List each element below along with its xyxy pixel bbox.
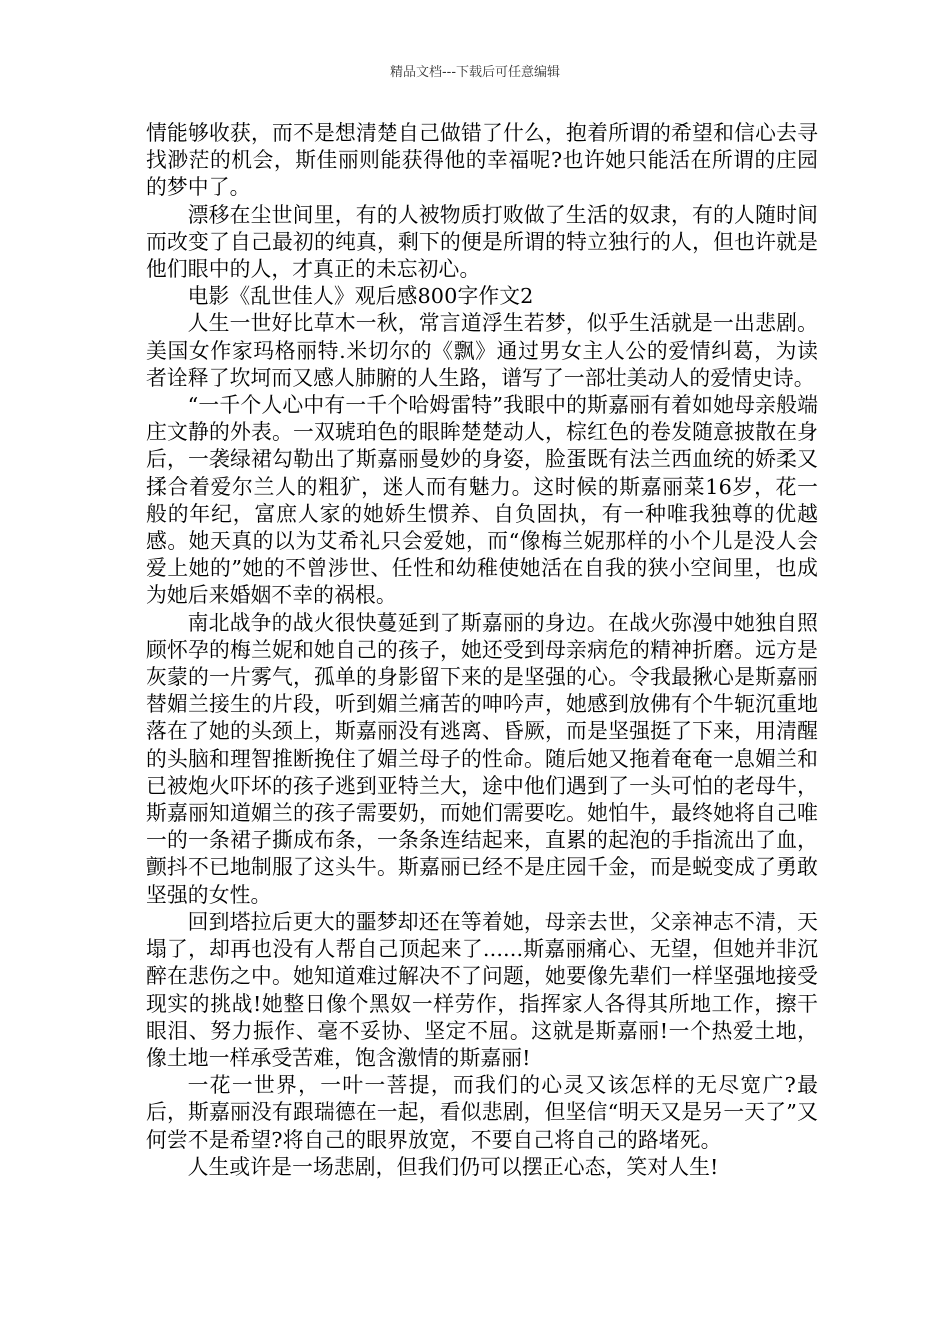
- document-body: [146, 120, 818, 1181]
- page-header: 精品文档---下载后可任意编辑: [389, 65, 561, 80]
- paragraph-6: 回到塔拉后更大的噩梦却还在等着她，母亲去世，父亲神志不清，天塌了，却再也没有人帮自己顶起来了......斯嘉丽痛心、无望，但她并非沉醉在悲伤之中。她知道难过解决不了问题，她要像先辈们一样坚强地接受现实的挑战!她整日像个黑奴一样劳作，指挥家人各得其所地工作，擦干眼泪、努力振作、毫不妥协、坚定不屈。这就是斯嘉丽!一个热爱土地，像土地一样承受苦难，饱含激情的斯嘉丽!: [146, 909, 818, 1070]
- section-title: 电影《乱世佳人》观后感800字作文2: [187, 284, 534, 309]
- paragraph-8: 人生或许是一场悲剧，但我们仍可以摆正心态，笑对人生!: [187, 1154, 719, 1179]
- paragraph-2: 漂移在尘世间里，有的人被物质打败做了生活的奴隶，有的人随时间而改变了自己最初的纯真，剩下的便是所谓的特立独行的人，但也许就是他们眼中的人，才真正的未忘初心。: [146, 202, 818, 282]
- paragraph-4: “一千个人心中有一千个哈姆雷特”我眼中的斯嘉丽有着如她母亲般端庄文静的外表。一双琥珀色的眼眸楚楚动人，棕红色的卷发随意披散在身后，一袭绿裙勾勒出了斯嘉丽曼妙的身姿，脸蛋既有法兰西血统的娇柔又揉合着爱尔兰人的粗犷，迷人而有魅力。这时候的斯嘉丽菜16岁，花一般的年纪，富庶人家的她娇生惯养、自负固执，有一种唯我独尊的优越感。她天真的以为艾希礼只会爱她，而“像梅兰妮那样的小个儿是没人会爱上她的”她的不曾涉世、任性和幼稚使她活在自我的狭小空间里，也成为她后来婚姻不幸的祸根。: [146, 393, 818, 608]
- paragraph-5: 南北战争的战火很快蔓延到了斯嘉丽的身边。在战火弥漫中她独自照顾怀孕的梅兰妮和她自己的孩子，她还受到母亲病危的精神折磨。远方是灰蒙的一片雾气，孤单的身影留下来的是坚强的心。令我最揪心是斯嘉丽替媚兰接生的片段，听到媚兰痛苦的呻吟声，她感到放佛有个牛轭沉重地落在了她的头颈上，斯嘉丽没有逃离、昏厥，而是坚强挺了下来，用清醒的头脑和理智推断挽住了媚兰母子的性命。随后她又拖着奄奄一息媚兰和已被炮火吓坏的孩子逃到亚特兰大，途中他们遇到了一头可怕的老母牛，斯嘉丽知道媚兰的孩子需要奶，而她们需要吃。她怕牛，最终她将自己唯一的一条裙子撕成布条，一条条连结起来，直累的起泡的手指流出了血，颤抖不已地制服了这头牛。斯嘉丽已经不是庄园千金，而是蜕变成了勇敢坚强的女性。: [146, 610, 818, 907]
- paragraph-7: 一花一世界，一叶一菩提，而我们的心灵又该怎样的无尽宽广?最后，斯嘉丽没有跟瑞德在一起，看似悲剧，但坚信“明天又是另一天了”又何尝不是希望?将自己的眼界放宽，不要自己将自己的路堵死。: [146, 1073, 818, 1152]
- paragraph-1: 情能够收获，而不是想清楚自己做错了什么，抱着所谓的希望和信心去寻找渺茫的机会，斯佳丽则能获得他的幸福呢?也许她只能活在所谓的庄园的梦中了。: [146, 121, 818, 200]
- paragraph-3: 人生一世好比草木一秋，常言道浮生若梦，似乎生活就是一出悲剧。美国女作家玛格丽特.米切尔的《飘》通过男女主人公的爱情纠葛，为读者诠释了坎坷而又感人肺腑的人生路，谱写了一部壮美动人的爱情史诗。: [146, 311, 818, 390]
